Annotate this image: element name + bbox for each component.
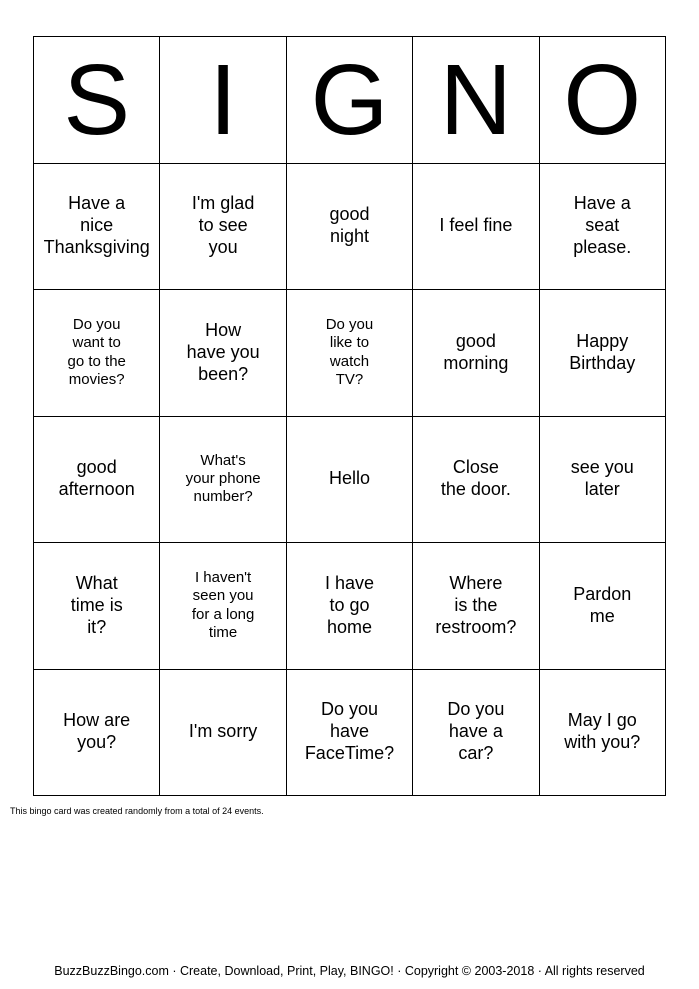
bingo-square-text: I'm glad to see you — [191, 193, 255, 258]
bingo-square — [34, 290, 160, 417]
bingo-square — [34, 417, 160, 544]
header-letter-i: I — [160, 37, 286, 164]
bingo-square — [34, 543, 160, 670]
bingo-square-text: I feel fine — [439, 215, 513, 236]
bingo-square — [413, 543, 539, 670]
bingo-square — [540, 290, 666, 417]
bingo-square-text: good afternoon — [58, 457, 135, 500]
header-letter-o: O — [540, 37, 666, 164]
bingo-square-text: How are you? — [63, 710, 131, 753]
bingo-square — [287, 670, 413, 797]
bingo-square-text: Do you have FaceTime? — [304, 699, 395, 764]
bingo-square-text: Do you like to watch TV? — [325, 316, 374, 389]
bingo-square-text: Do you have a car? — [447, 699, 505, 764]
page-footer: BuzzBuzzBingo.com · Create, Download, Print, Play, BINGO! · Copyright © 2003-2018 · All rights reserved — [54, 964, 645, 978]
bingo-square-text: What time is it? — [70, 572, 123, 637]
bingo-square-text: I haven't seen you for a long time — [191, 569, 255, 642]
bingo-square — [160, 290, 286, 417]
bingo-square-text: I'm sorry — [188, 721, 258, 742]
bingo-square-text: good morning — [443, 330, 509, 373]
bingo-square — [34, 164, 160, 291]
bingo-square — [413, 417, 539, 544]
header-letter-n: N — [413, 37, 539, 164]
card-note: This bingo card was created randomly from a total of 24 events. — [10, 806, 264, 816]
header-letter-g: G — [287, 37, 413, 164]
bingo-square-text: Pardon me — [573, 583, 632, 626]
bingo-square-text: How have you been? — [186, 319, 260, 384]
bingo-square-text: Have a nice Thanksgiving — [43, 193, 150, 258]
bingo-square — [540, 164, 666, 291]
bingo-square-text: see you later — [570, 457, 634, 500]
bingo-square — [160, 417, 286, 544]
bingo-square-text: Hello — [328, 468, 370, 489]
bingo-square-text: good night — [329, 204, 370, 247]
bingo-square-text: Where is the restroom? — [435, 572, 517, 637]
bingo-square — [413, 164, 539, 291]
bingo-square — [413, 290, 539, 417]
bingo-card — [33, 36, 666, 796]
bingo-square-text: Have a seat please. — [573, 193, 632, 258]
bingo-square — [287, 164, 413, 291]
bingo-square — [540, 543, 666, 670]
bingo-square — [413, 670, 539, 797]
bingo-square — [160, 670, 286, 797]
bingo-square-text: Do you want to go to the movies? — [67, 316, 126, 389]
bingo-square — [160, 543, 286, 670]
bingo-square — [540, 417, 666, 544]
bingo-square — [160, 164, 286, 291]
bingo-square — [540, 670, 666, 797]
bingo-square-text: Close the door. — [440, 457, 511, 500]
bingo-square-text: What's your phone number? — [185, 451, 261, 506]
bingo-square — [287, 417, 413, 544]
bingo-square — [287, 290, 413, 417]
header-letter-s: S — [34, 37, 160, 164]
bingo-square-text: I have to go home — [324, 572, 375, 637]
bingo-square-text: Happy Birthday — [569, 330, 636, 373]
bingo-square — [287, 543, 413, 670]
bingo-square — [34, 670, 160, 797]
bingo-square-text: May I go with you? — [564, 710, 641, 753]
